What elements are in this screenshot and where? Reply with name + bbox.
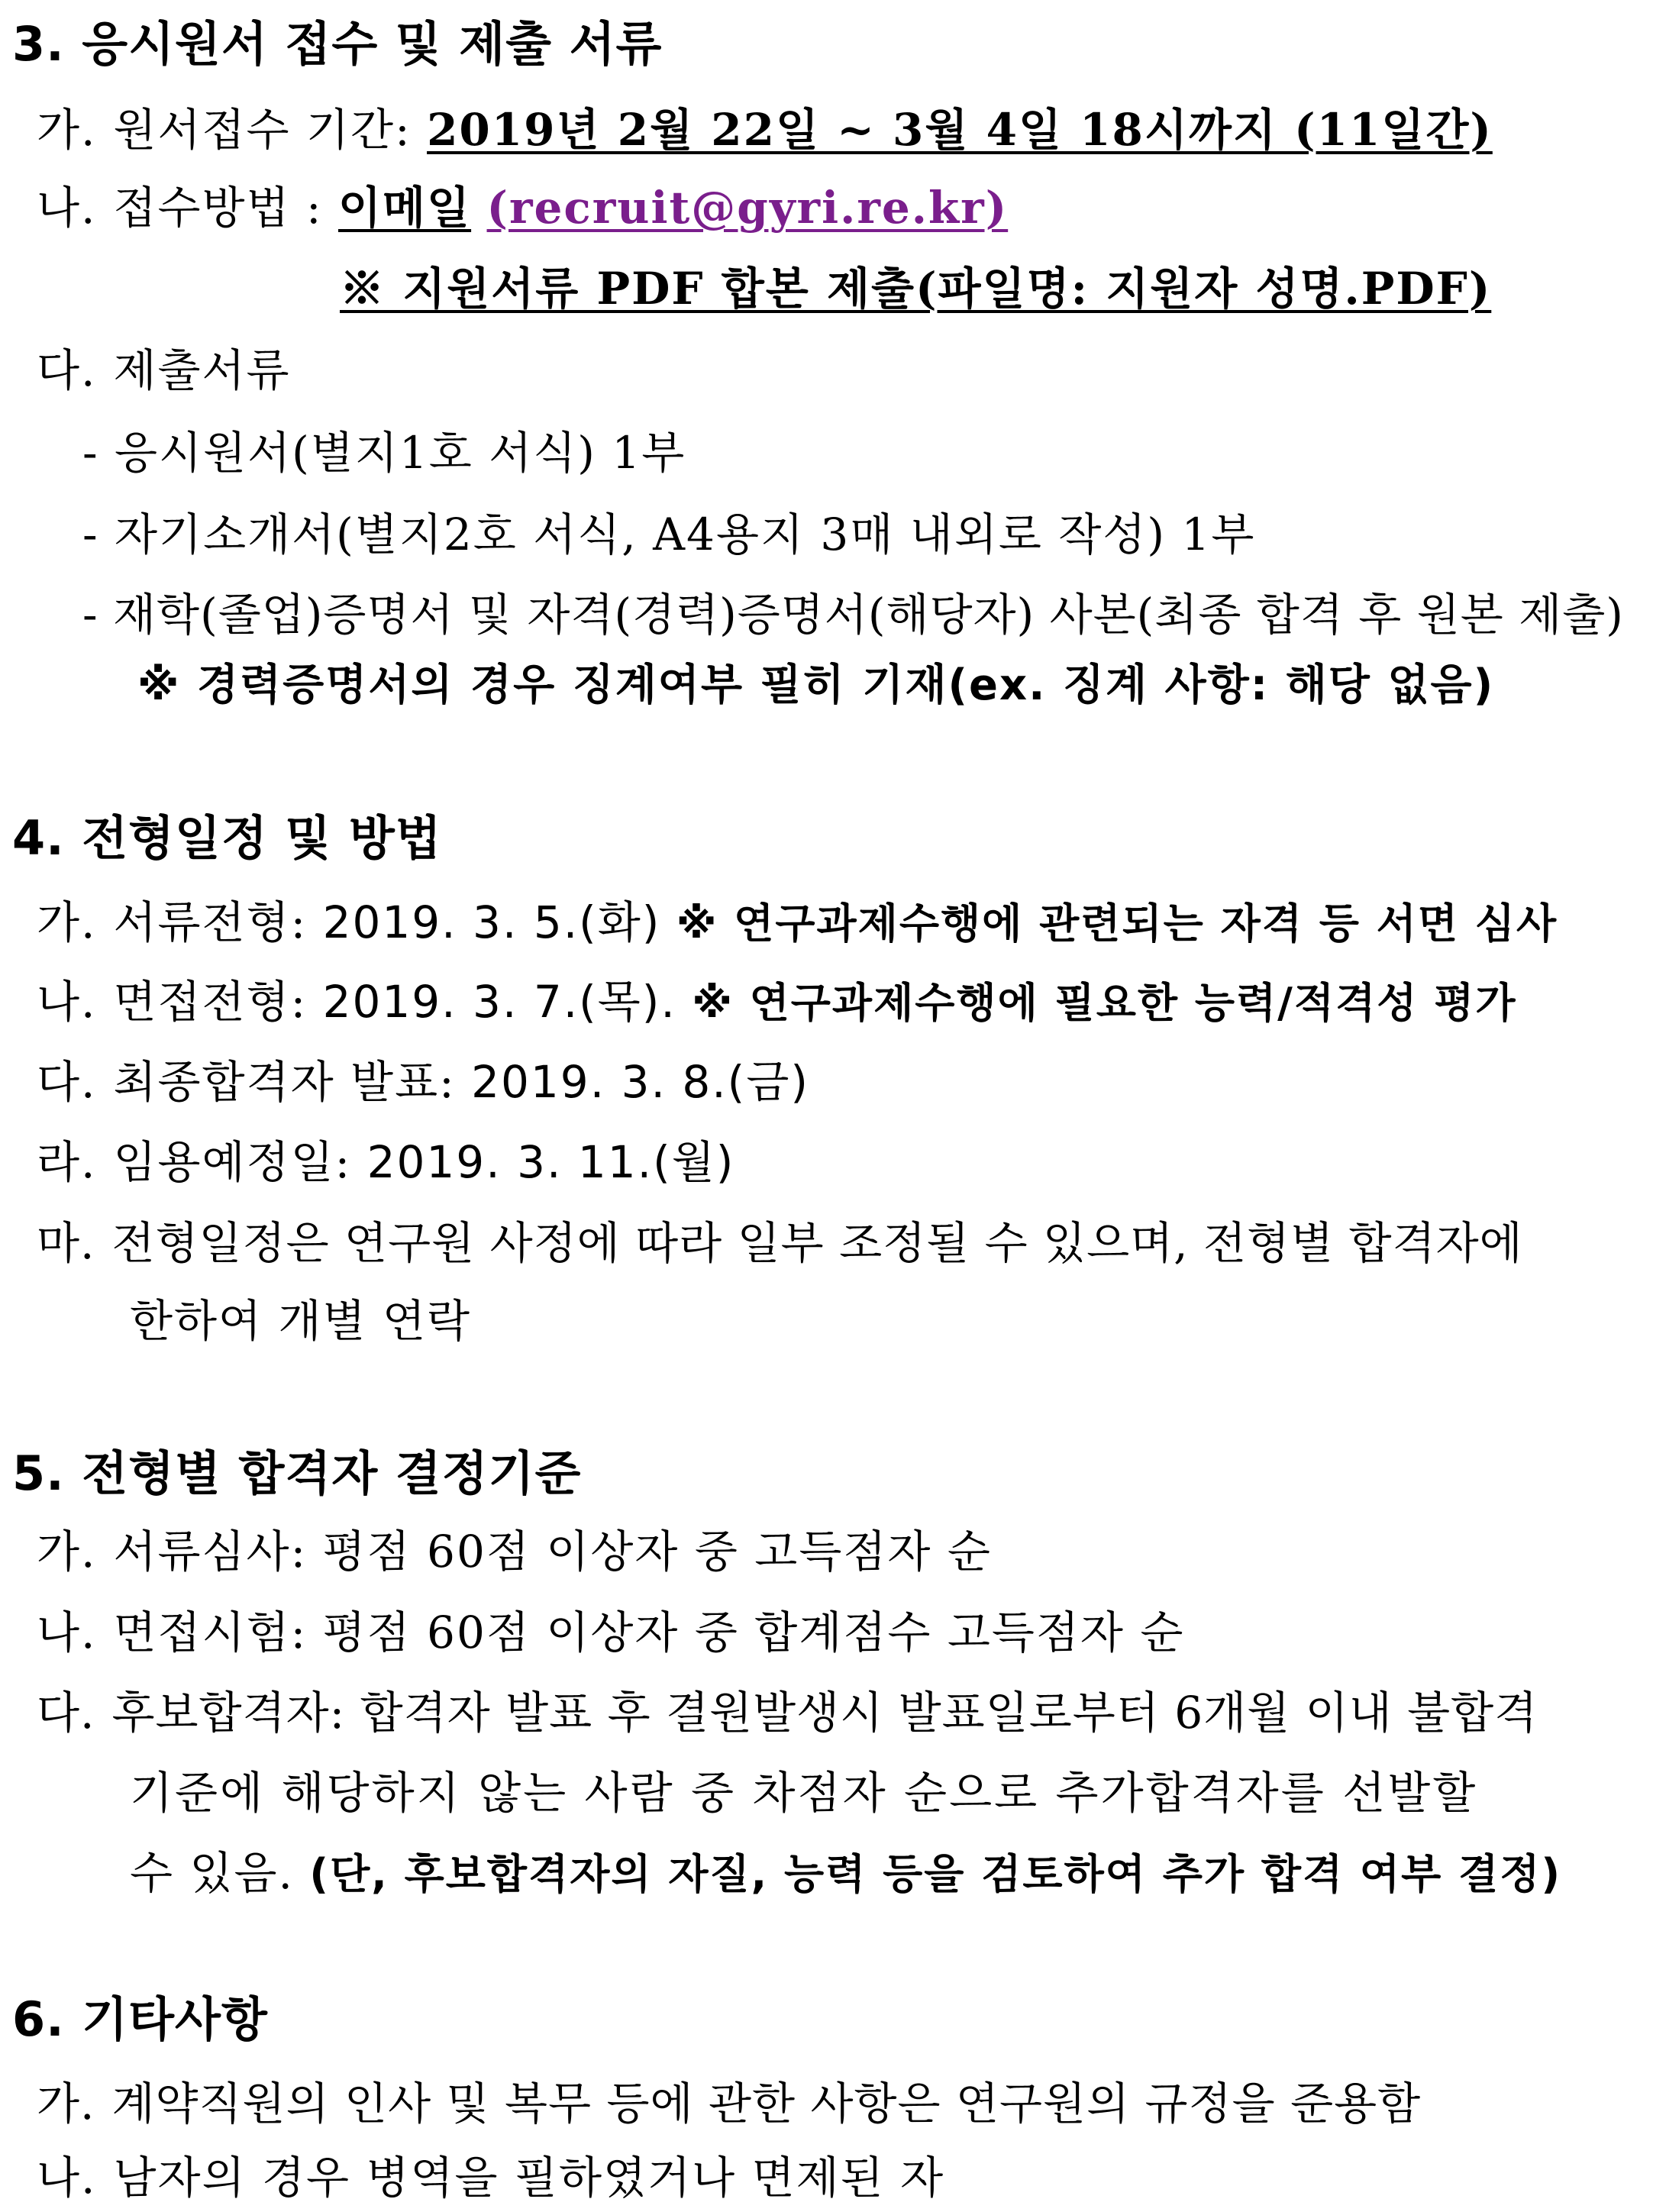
s3-item-b (37, 177, 1008, 238)
item-label: 다. (37, 344, 97, 396)
final-announcement-date: 2019. 3. 8.(금) (471, 1056, 809, 1108)
s4-item-b (37, 971, 1517, 1034)
s3-b-text: 접수방법 : (113, 182, 323, 234)
doc-list-item: - 응시원서(별지1호 서식) 1부 (82, 427, 686, 479)
section-4-heading: 4. 전형일정 및 방법 (12, 810, 442, 866)
doc-list-item: - 자기소개서(별지2호 서식, A4용지 3매 내외로 작성) 1부 (82, 509, 1256, 560)
s5-a-text: 서류심사: 평점 60점 이상자 중 고득점자 순 (113, 1526, 992, 1577)
item-label: 가. (37, 2078, 95, 2130)
item-label: 나. (37, 2152, 97, 2204)
interview-date: 2019. 3. 7.(목). (322, 976, 676, 1028)
s6-a-text: 계약직원의 인사 및 복무 등에 관한 사항은 연구원의 규정을 준용함 (111, 2078, 1422, 2130)
item-label: 나. (37, 182, 97, 234)
item-label: 다. (37, 1687, 95, 1739)
section-3-heading: 3. 응시원서 접수 및 제출 서류 (12, 16, 663, 72)
s5-item-a (37, 1521, 992, 1582)
s4-item-a (37, 892, 1558, 954)
document-screening-note: ※ 연구과제수행에 관련되는 자격 등 서면 심사 (676, 899, 1558, 948)
s3-pdf-note (340, 258, 1491, 319)
item-label: 마. (37, 1217, 95, 1269)
s4-c-text: 최종합격자 발표: (113, 1056, 456, 1108)
s5-item-c-cont: 기준에 해당하지 않는 사람 중 차점자 순으로 추가합격자를 선발할 (130, 1767, 1478, 1819)
document-screening-date: 2019. 3. 5.(화) (322, 896, 661, 948)
s4-b-text: 면접전형: (113, 976, 308, 1028)
application-period: 2019년 2월 22일 ~ 3월 4일 18시까지 (11일간) (427, 104, 1493, 156)
s4-item-e-cont: 한하여 개별 연락 (130, 1295, 472, 1347)
s3-c-text: 제출서류 (113, 344, 291, 396)
s4-d-text: 임용예정일: (113, 1136, 352, 1188)
s6-b-text: 남자의 경우 병역을 필하였거나 면제된 자 (113, 2152, 945, 2204)
pdf-submission-note: ※ 지원서류 PDF 합본 제출(파일명: 지원자 성명.PDF) (340, 263, 1492, 315)
s5-item-b (37, 1602, 1184, 1663)
item-label: 다. (37, 1056, 97, 1108)
s5-b-text: 면접시험: 평점 60점 이상자 중 합계점수 고득점자 순 (113, 1607, 1185, 1658)
item-label: 라. (37, 1136, 97, 1188)
interview-note: ※ 연구과제수행에 필요한 능력/적격성 평가 (692, 979, 1517, 1027)
s5-c-text-3: 수 있음. (130, 1847, 294, 1899)
s6-item-b (37, 2147, 944, 2208)
s4-item-d (37, 1132, 734, 1193)
s4-e-text: 전형일정은 연구원 사정에 따라 일부 조정될 수 있으며, 전형별 합격자에 (111, 1217, 1523, 1269)
appointment-date: 2019. 3. 11.(월) (366, 1136, 735, 1188)
s3-a-text: 원서접수 기간: (113, 104, 412, 156)
item-label: 가. (37, 1526, 97, 1577)
method-email-label: 이메일 (338, 182, 472, 234)
recruit-email-link[interactable]: (recruit@gyri.re.kr) (486, 182, 1009, 234)
s5-item-c-cont (130, 1842, 1561, 1905)
doc-list-item: - 재학(졸업)증명서 및 자격(경력)증명서(해당자) 사본(최종 합격 후 원본 제출) (82, 589, 1624, 641)
item-label: 나. (37, 1607, 97, 1658)
section-6-heading: 6. 기타사항 (12, 1991, 268, 2047)
alternate-candidate-note: (단, 후보합격자의 자질, 능력 등을 검토하여 추가 합격 여부 결정) (309, 1850, 1562, 1898)
s5-c-text: 후보합격자: 합격자 발표 후 결원발생시 발표일로부터 6개월 이내 불합격 (111, 1687, 1538, 1739)
s3-item-c (37, 340, 291, 401)
s4-item-e (37, 1213, 1523, 1274)
item-label: 가. (37, 104, 97, 156)
s4-a-text: 서류전형: (113, 896, 308, 948)
s6-item-a (37, 2073, 1421, 2134)
career-cert-note: ※ 경력증명서의 경우 징계여부 필히 기재(ex. 징계 사항: 해당 없음) (137, 660, 1495, 710)
item-label: 나. (37, 976, 97, 1028)
s5-item-c (37, 1682, 1538, 1743)
section-5-heading: 5. 전형별 합격자 결정기준 (12, 1445, 582, 1501)
item-label: 가. (37, 896, 97, 948)
s4-item-c (37, 1051, 809, 1112)
s3-item-a (37, 99, 1493, 160)
